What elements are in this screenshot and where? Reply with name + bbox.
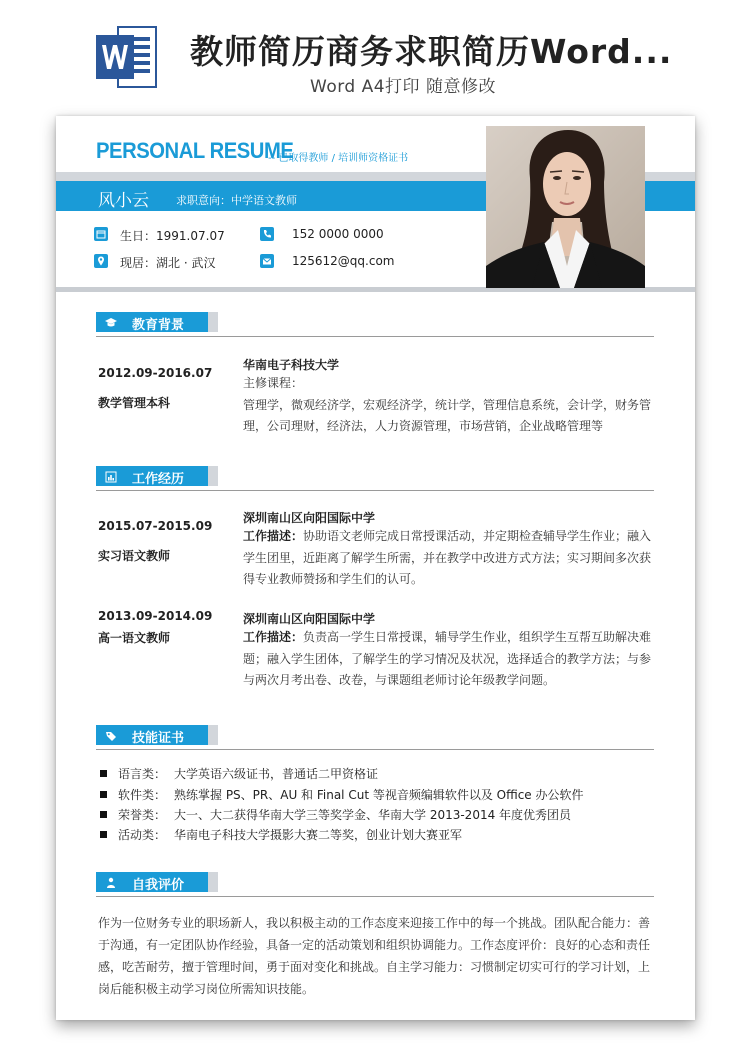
phone-number: 152 0000 0000 bbox=[292, 227, 384, 241]
candidate-name: 风小云 bbox=[98, 191, 149, 211]
resume-page: PERSONAL RESUME -- 已取得教师 / 培训师资格证书 风小云 求职意向：中学语文教师 生日：1991.07.07 152 0000 0000 现居：湖北 · 武汉 125612@qq.com 教育背景 2012.09-2016.07 教学管理本科 华南电子科技大学 主修课程： 管理学，微观经济学，宏观经济学，统计学，管理信息系统，会计学，财务管理，公司理财，经济法，人力资源管理，市场营销，企业战略管理等 工作经历 2015.07-2015.09 实习语文教师 深圳南山区向阳国际中学 工作描述：协助语文老师完成日常授课活动，并定期检查辅导学生作业；融入学生团里，近距离了解学生所需，并在教学中改进方式方法；实习期间多次获得专业教师赞扬和学生们的认可。 2013.09-2014.09 高一语文教师 深圳南山区向阳国际中学 工作描述：负责高一学生日常授课，辅导学生作业，组织学生互帮互助解决难题；融入学生团体，了解学生的学习情况及状况，选择适合的教学方法；与参与两次月考出卷、改卷，与课题组老师讨论年级教学问题。 技能证书 语言类： 大学英语六级证书，普通话二甲资格证 软件类： 熟练掌握 PS、PR、AU 和 Final Cut 等视音频编辑软件以及 Office 办公软件 荣誉类： 大一、大二获得华南大学三等奖学金、华南大学 2013-2014 年度优秀团员 活动类： 华南电子科技大学摄影大赛二等奖，创业计划大赛亚军 自我评价 作为一位财务专业的职场新人，我以积极主动的工作态度来迎接工作中的每一个挑战。团队配合能力：善于沟通，有一定团队协作经验，具备一定的活动策划和组织协调能力。工作态度评价：良好的心态和责任感，吃苦耐劳，擅于管理时间，勇于面对变化和挑战。自主学习能力：习惯制定切实可行的学习计划，上岗后能积极主动学习岗位所需知识技能。 bbox=[56, 116, 695, 1020]
work-1-role: 实习语文教师 bbox=[98, 549, 171, 563]
courses-list: 管理学，微观经济学，宏观经济学，统计学，管理信息系统，会计学，财务管理，公司理财，经济法，人力资源管理，市场营销，企业战略管理等 bbox=[243, 397, 652, 433]
section-education-header bbox=[96, 312, 654, 332]
desc-label: 工作描述： bbox=[243, 529, 304, 543]
education-courses bbox=[243, 373, 653, 438]
education-degree: 教学管理本科 bbox=[98, 396, 171, 410]
work-2-date: 2013.09-2014.09 bbox=[98, 609, 213, 623]
banner-subtitle: Word A4打印 随意修改 bbox=[310, 77, 496, 97]
section-title: 教育背景 bbox=[132, 318, 185, 333]
email-address: 125612@qq.com bbox=[292, 254, 395, 268]
education-school: 华南电子科技大学 bbox=[243, 358, 340, 372]
resume-title: PERSONAL RESUME bbox=[96, 138, 294, 163]
work-2-desc bbox=[243, 627, 653, 692]
desc-label: 工作描述： bbox=[243, 630, 304, 644]
phone-icon bbox=[260, 227, 274, 241]
email-icon bbox=[260, 254, 274, 268]
location-icon bbox=[94, 254, 108, 268]
graduation-cap-icon bbox=[104, 315, 118, 329]
current-location: 现居：湖北 · 武汉 bbox=[120, 256, 216, 270]
bullet-square-icon bbox=[100, 831, 107, 838]
bullet-square-icon bbox=[100, 791, 107, 798]
resume-subtitle: -- 已取得教师 / 培训师资格证书 bbox=[268, 153, 409, 164]
bullet-square-icon bbox=[100, 811, 107, 818]
courses-label: 主修课程： bbox=[243, 376, 304, 390]
job-intent: 求职意向：中学语文教师 bbox=[176, 194, 297, 207]
section-title: 自我评价 bbox=[132, 878, 185, 893]
calendar-icon bbox=[94, 227, 108, 241]
section-skills-header bbox=[96, 725, 654, 745]
education-date: 2012.09-2016.07 bbox=[98, 366, 213, 380]
section-evaluation-header bbox=[96, 872, 654, 892]
tag-icon bbox=[104, 728, 118, 742]
work-1-desc bbox=[243, 526, 653, 591]
desc-text: 协助语文老师完成日常授课活动，并定期检查辅导学生作业；融入学生团里，近距离了解学生所需，并在教学中改进方式方法；实习期间多次获得专业教师赞扬和学生们的认可。 bbox=[243, 529, 652, 586]
bar-chart-icon bbox=[104, 469, 118, 483]
work-1-date: 2015.07-2015.09 bbox=[98, 519, 213, 533]
section-title: 技能证书 bbox=[132, 731, 185, 746]
section-work-header bbox=[96, 466, 654, 486]
self-evaluation-text: 作为一位财务专业的职场新人，我以积极主动的工作态度来迎接工作中的每一个挑战。团队配合能力：善于沟通，有一定团队协作经验，具备一定的活动策划和组织协调能力。工作态度评价：良好的心态和责任感，吃苦耐劳，擅于管理时间，勇于面对变化和挑战。自主学习能力：习惯制定切实可行的学习计划，上岗后能积极主动学习岗位所需知识技能。 bbox=[98, 916, 651, 996]
birth-date: 生日：1991.07.07 bbox=[120, 229, 225, 243]
word-doc-icon bbox=[96, 23, 158, 91]
work-1-org: 深圳南山区向阳国际中学 bbox=[243, 511, 376, 525]
desc-text: 负责高一学生日常授课，辅导学生作业，组织学生互帮互助解决难题；融入学生团体，了解学生的学习情况及状况，选择适合的教学方法；与参与两次月考出卷、改卷，与课题组老师讨论年级教学问题。 bbox=[243, 630, 652, 687]
bullet-square-icon bbox=[100, 770, 107, 777]
profile-photo bbox=[486, 126, 645, 288]
person-icon bbox=[104, 875, 118, 889]
section-title: 工作经历 bbox=[132, 472, 185, 487]
banner-title: 教师简历商务求职简历Word... bbox=[190, 32, 673, 71]
banner bbox=[0, 0, 750, 110]
work-2-org: 深圳南山区向阳国际中学 bbox=[243, 612, 376, 626]
work-2-role: 高一语文教师 bbox=[98, 631, 171, 645]
